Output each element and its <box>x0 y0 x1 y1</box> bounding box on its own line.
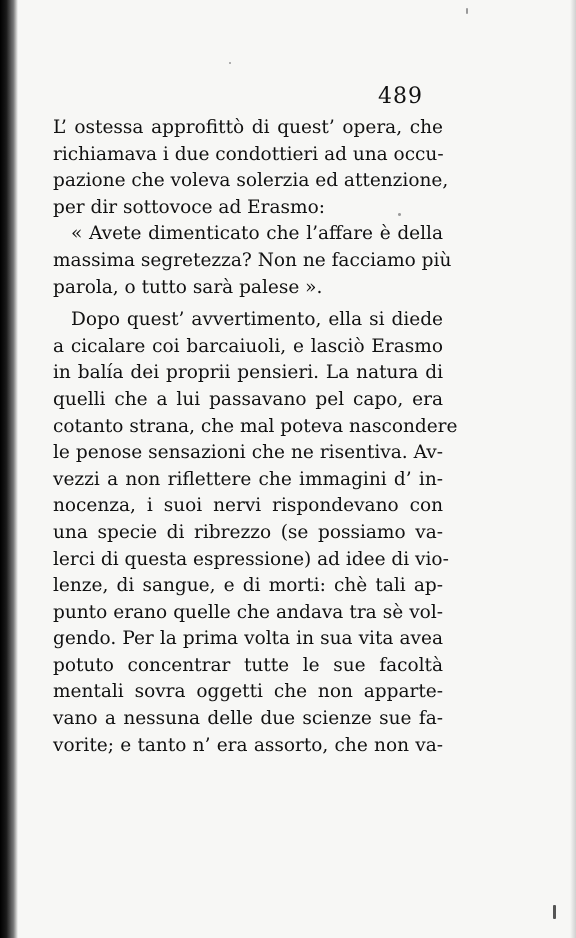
text-line: potuto concentrar tutte le sue facoltà <box>53 654 443 676</box>
text-line: cotanto strana, che mal poteva nascondere <box>53 415 458 437</box>
text-line: lerci di questa espressione) ad idee di vio- <box>53 548 449 570</box>
text-line: L’ ostessa approfittò di quest’ opera, che <box>53 117 443 138</box>
page-number: 489 <box>378 84 423 109</box>
text-line: parola, o tutto sarà palese ». <box>53 276 323 298</box>
text-line: richiamava i due condottieri ad una occu- <box>53 143 444 165</box>
text-line: Dopo quest’ avvertimento, ella si diede <box>71 309 443 331</box>
text-line: per dir sottovoce ad Erasmo: <box>53 196 325 218</box>
text-line: le penose sensazioni che ne risentiva. Av- <box>53 442 443 464</box>
text-line: « Avete dimenticato che l’affare è della <box>71 223 443 245</box>
text-line: vorite; e tanto n’ era assorto, che non va- <box>53 734 443 756</box>
text-line: a cicalare coi barcaiuoli, e lasciò Erasmo <box>53 335 443 357</box>
text-line: una specie di ribrezzo (se possiamo va- <box>53 521 443 543</box>
paper-speck <box>229 62 231 64</box>
page-right-edge <box>570 0 576 938</box>
text-line: vezzi a non riflettere che immagini d’ in- <box>53 468 443 490</box>
paper-speck <box>553 905 556 919</box>
text-line: lenze, di sangue, e di morti: chè tali ap- <box>53 575 443 597</box>
text-line: nocenza, i suoi nervi rispondevano con <box>53 495 443 517</box>
text-line: gendo. Per la prima volta in sua vita avea <box>53 628 443 650</box>
body-text <box>53 115 458 759</box>
paper-speck <box>466 8 468 14</box>
page-binding-edge <box>0 0 18 938</box>
text-line: quelli che a lui passavano pel capo, era <box>53 388 443 410</box>
text-line: massima segretezza? Non ne facciamo più <box>53 249 452 271</box>
text-line: in balía dei proprii pensieri. La natura di <box>53 362 443 384</box>
text-line: mentali sovra oggetti che non apparte- <box>53 681 443 703</box>
text-line: vano a nessuna delle due scienze sue fa- <box>53 708 443 730</box>
text-line: pazione che voleva solerzia ed attenzione, <box>53 170 449 192</box>
text-line: punto erano quelle che andava tra sè vol- <box>53 601 443 623</box>
